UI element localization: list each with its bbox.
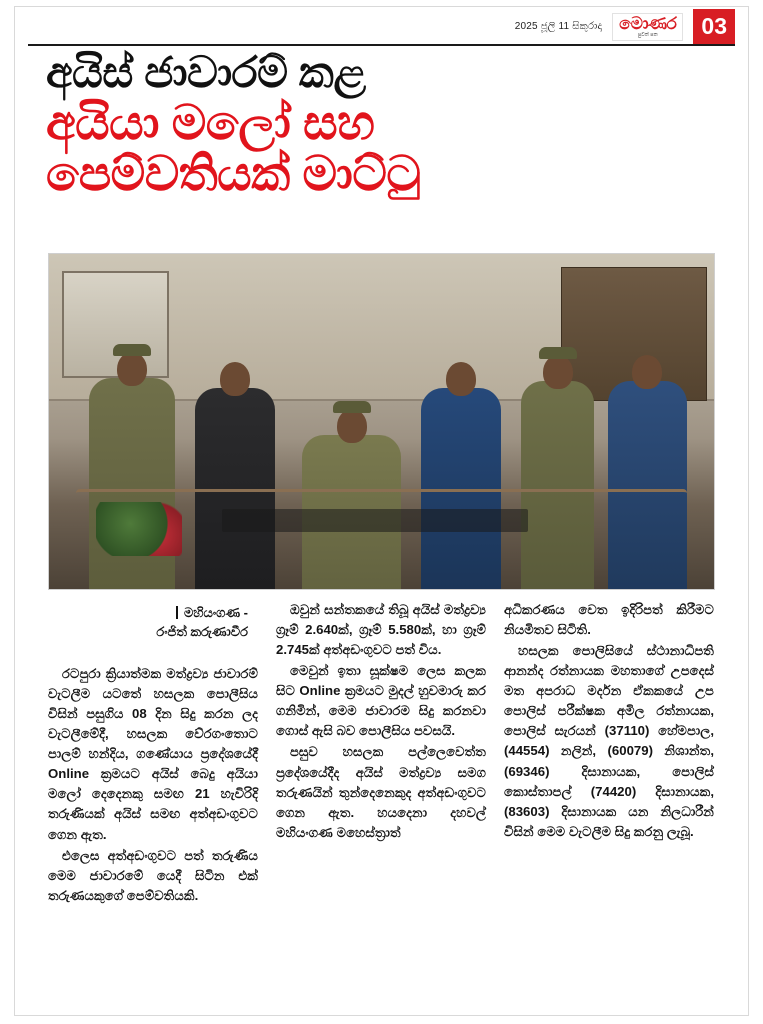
article-photo [48, 253, 715, 590]
photo-person-head [220, 362, 250, 396]
headline-line-2: අයියා මලෝ සහ [46, 96, 375, 150]
article-body [48, 600, 715, 1010]
article-column-2 [276, 600, 486, 1010]
publication-date: 2025 ජූලි 11 සිකුරාදා [514, 20, 603, 32]
paragraph: ඔවුන් සන්තකයේ තිබූ අයිස් මත්ද්‍රව්‍ය ග්‍රෑම් 2.640ක්, ග්‍රෑම් 5.580ක්, හා ග්‍රෑම් 2.745ක් අත්අඩංගුවට පත් විය. [276, 602, 486, 658]
article-column-3 [504, 600, 714, 1010]
photo-person-cap [333, 401, 371, 413]
paragraph: පසුව හසලක පල්ලෙවෙත්ත ප්‍රදේශයේදීද අයිස් මත්ද්‍රව්‍ය සමග තරුණයින් තුන්දෙනෙකුද අත්අඩංගුවට ගෙන ඇත. හයදෙනා දහවල් මහියංගණ මහෙස්ත්‍රාත් [276, 744, 486, 840]
byline-location: මහියංගණ - [183, 605, 248, 620]
photo-evidence-items [222, 509, 528, 532]
masthead [28, 10, 735, 44]
header-divider [28, 44, 735, 46]
newspaper-logo [612, 13, 683, 41]
photo-person-head [446, 362, 476, 396]
photo-person-head [632, 355, 662, 389]
photo-person-head [543, 355, 573, 389]
headline [46, 49, 717, 201]
photo-flower-vase [96, 502, 182, 556]
photo-person-head [117, 352, 147, 386]
photo-person-cap [539, 347, 577, 359]
photo-person-cap [113, 344, 151, 356]
article-column-1 [48, 600, 258, 1010]
paragraph: රටපුරා ක්‍රියාත්මක මත්ද්‍රව්‍ය ජාවාරම් වැටලීම යටතේ හසලක පොලීසිය විසින් පසුගිය 08 දින සිදු කරන ලද වැටලීමේදී, හසලක වේරගංතොට පාලම් හන්දිය, ගණේයාය ප්‍රදේශයේදී Online ක්‍රමයට අයිස් බෙදු අයියා මලෝ දෙදෙනකු සමඟ 21 හැවිරිදි තරුණියක් අයිස් සමඟ අත්අඩංගුවට ගෙන ඇත. [48, 666, 258, 842]
headline-line-3: පෙම්වතියක් මාට්ටු [46, 147, 421, 201]
photo-person-head [337, 409, 367, 443]
page-number: 03 [693, 9, 735, 45]
paragraph: එලෙස අත්අඩංගුවට පත් තරුණිය මෙම ජාවාරමේ යෙදී සිටින එක් තරුණයකුගේ පෙම්වතියකි. [48, 847, 258, 903]
headline-line-1: අයිස් ජාවාරම් කළ [46, 49, 366, 97]
byline-reporter: රංජිත් කරුණාවීර [156, 623, 248, 639]
photo-window [62, 271, 168, 378]
logo-subtitle: පුවත් පත [637, 32, 658, 38]
paragraph: අධිකරණය වෙත ඉදිරිපත් කිරීමට නියමිතව සිටිති. [504, 602, 714, 638]
paragraph: හසලක පොලිසියේ ස්ථානාධිපති ආනන්ද රත්නායක මහතාගේ උපදෙස් මත අපරාධ මර්දන ඒකකයේ උප පොලිස් පරීක්ෂක අමිල රත්නායක, පොලිස් සැරයන් (37110) හේමපාල, (44554) නලින්, (60079) නිශාන්ත, (69346) දිසානායක, පොලිස් කොස්තාපල් (74420) දිසානායක, (83603) දිසානායක යන නිලධාරීන් විසින් මෙම වැටලීම සිදු කරනු ලැබූ. [504, 643, 714, 839]
logo-title: මොණර [619, 14, 677, 33]
paragraph: මෙවුන් ඉතා සූක්ෂම ලෙස කලක සිට Online ක්‍රමයට මුදල් හුවමාරු කර ගනිමින්, මෙම ජාවාරම සිදු කරනවා ගොස් ඇසි බව පොලීසිය පවසයි. [276, 663, 486, 739]
